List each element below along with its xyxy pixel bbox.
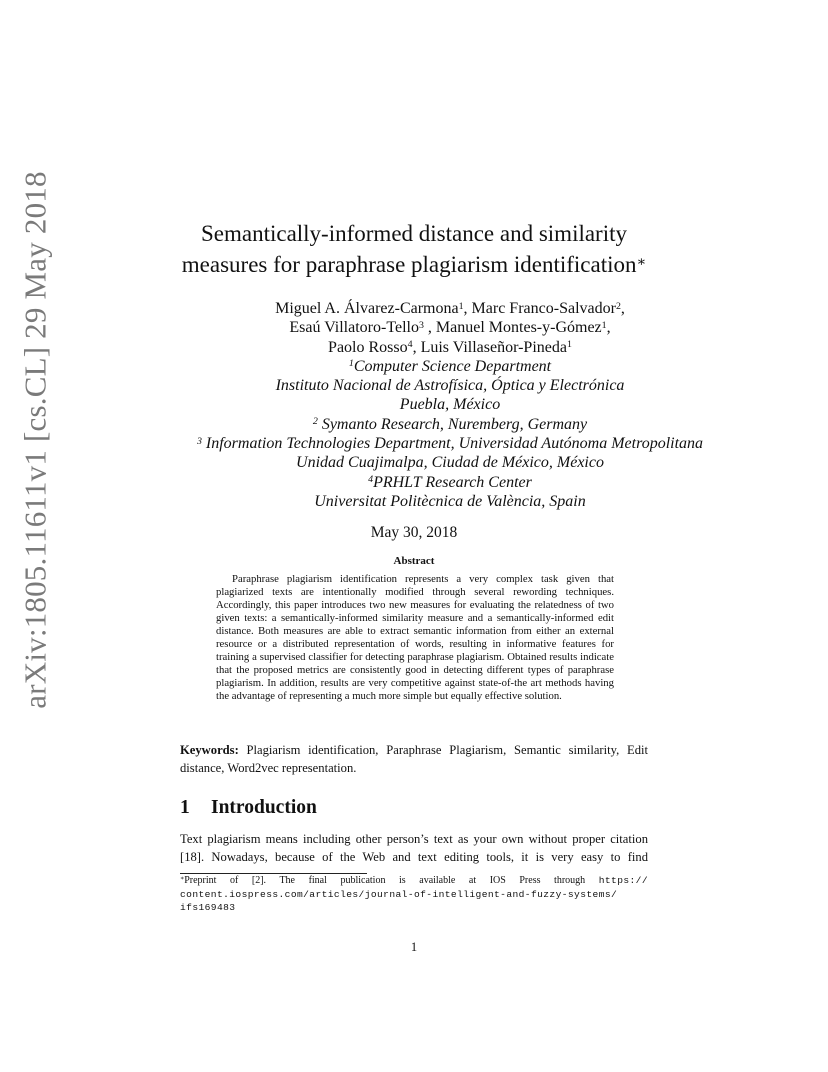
author-affil-mark: 4 [407, 339, 413, 351]
author-affil-mark: 1 [458, 300, 464, 312]
author-line-1 [180, 299, 720, 318]
affiliation-mark: 4 [368, 474, 374, 486]
intro-paragraph: Text plagiarism means including other person’s text as your own without proper citation [18]. Nowadays, because of the Web and text editing tools, it is very easy to find [180, 832, 648, 864]
author-affil-mark: 3 [418, 319, 424, 331]
author-line-2 [180, 318, 720, 337]
title-line-1: Semantically-informed distance and similarity [200, 221, 628, 246]
affiliation-line [180, 434, 720, 453]
abstract-heading: Abstract [393, 555, 435, 567]
affiliation-text: Instituto Nacional de Astrofísica, Óptica y Electrónica [275, 377, 625, 395]
title-line-2 [150, 249, 678, 280]
author-separator: , [620, 300, 625, 317]
page-number: 1 [410, 940, 418, 954]
affiliation-line [180, 473, 720, 492]
author-name: Esaú Villatoro-Tello [289, 319, 419, 337]
affiliation-text: Information Technologies Department, Universidad Autónoma Metropolitana [201, 435, 704, 453]
affiliation-line [180, 453, 720, 472]
affiliation-line [180, 492, 720, 511]
affiliation-text: Unidad Cuajimalpa, Ciudad de México, México [296, 454, 604, 472]
affiliation-line [180, 395, 720, 414]
title-line-2-text: measures for paraphrase plagiarism identification [181, 252, 637, 277]
footnote [180, 874, 648, 915]
footnote-link-part[interactable]: https:// [598, 875, 648, 886]
affiliation-mark: 2 [312, 416, 318, 428]
paper-title [150, 218, 678, 280]
affiliation-mark: 1 [348, 358, 354, 370]
author-affil-mark: 1 [601, 319, 607, 331]
author-name: , Luis Villaseñor-Pineda [412, 338, 567, 356]
footnote-text: Preprint of [2]. The final publication is available at IOS Press through [184, 875, 599, 886]
section-number: 1 [180, 797, 190, 818]
affiliation-text: Universitat Politècnica de València, Spain [314, 492, 586, 510]
keywords-label: Keywords: [180, 743, 239, 757]
author-name: Paolo Rosso [328, 338, 408, 356]
title-footnote-mark: ∗ [636, 253, 647, 270]
footnote-link-part[interactable]: content.iospress.com/articles/journal-of-intelligent-and-fuzzy-systems/ [180, 888, 618, 900]
author-separator: , [606, 319, 611, 337]
author-line-3 [180, 338, 720, 357]
affiliation-line [180, 415, 720, 434]
affiliation-text: PRHLT Research Center [373, 473, 532, 491]
author-name: , Manuel Montes-y-Gómez [423, 319, 602, 337]
abstract-text: Paraphrase plagiarism identification represents a very complex task given that plagiarized texts are intentionally modified through several rewording techniques. Accordingly, this paper introduces two new measures for evaluating the relatedness of two given texts: a semantically-informed similarity measure and a semantically-informed edit distance. Both measures are able to extract semantic information from either an external resource or a distributed representation of words, resulting in informative features for training a supervised classifier for detecting paraphrase plagiarism. Obtained results indicate that the proposed metrics are consistently good in detecting different types of paraphrase plagiarism. In addition, results are very competitive against state-of-the art methods having the advantage of representing a much more simple but equally effective solution. [216, 573, 614, 702]
author-block [180, 299, 720, 511]
author-affil-mark: 1 [566, 339, 572, 351]
keywords [180, 742, 648, 777]
keywords-text: Plagiarism identification, Paraphrase Plagiarism, Semantic similarity, Edit distance, Word2vec representation. [180, 743, 648, 775]
affiliation-text: Symanto Research, Nuremberg, Germany [317, 415, 588, 433]
section-heading [180, 797, 317, 819]
affiliation-text: Puebla, México [399, 396, 501, 414]
affiliation-mark: 3 [196, 435, 202, 447]
arxiv-identifier-stamp [12, 90, 60, 790]
footnote-mark: ∗ [180, 875, 185, 883]
affiliation-line [180, 357, 720, 376]
footnote-line-1 [180, 874, 648, 888]
section-title: Introduction [211, 797, 317, 818]
author-affil-mark: 2 [615, 300, 621, 312]
footnote-link-part[interactable]: ifs169483 [180, 902, 236, 913]
arxiv-stamp-text: arXiv:1805.11611v1 [cs.CL] 29 May 2018 [18, 171, 53, 709]
paper-date: May 30, 2018 [370, 524, 458, 541]
author-name: , Marc Franco-Salvador [463, 300, 616, 317]
affiliation-text: Computer Science Department [353, 357, 552, 375]
affiliation-line [180, 376, 720, 395]
author-name: Miguel A. Álvarez-Carmona [275, 300, 459, 317]
